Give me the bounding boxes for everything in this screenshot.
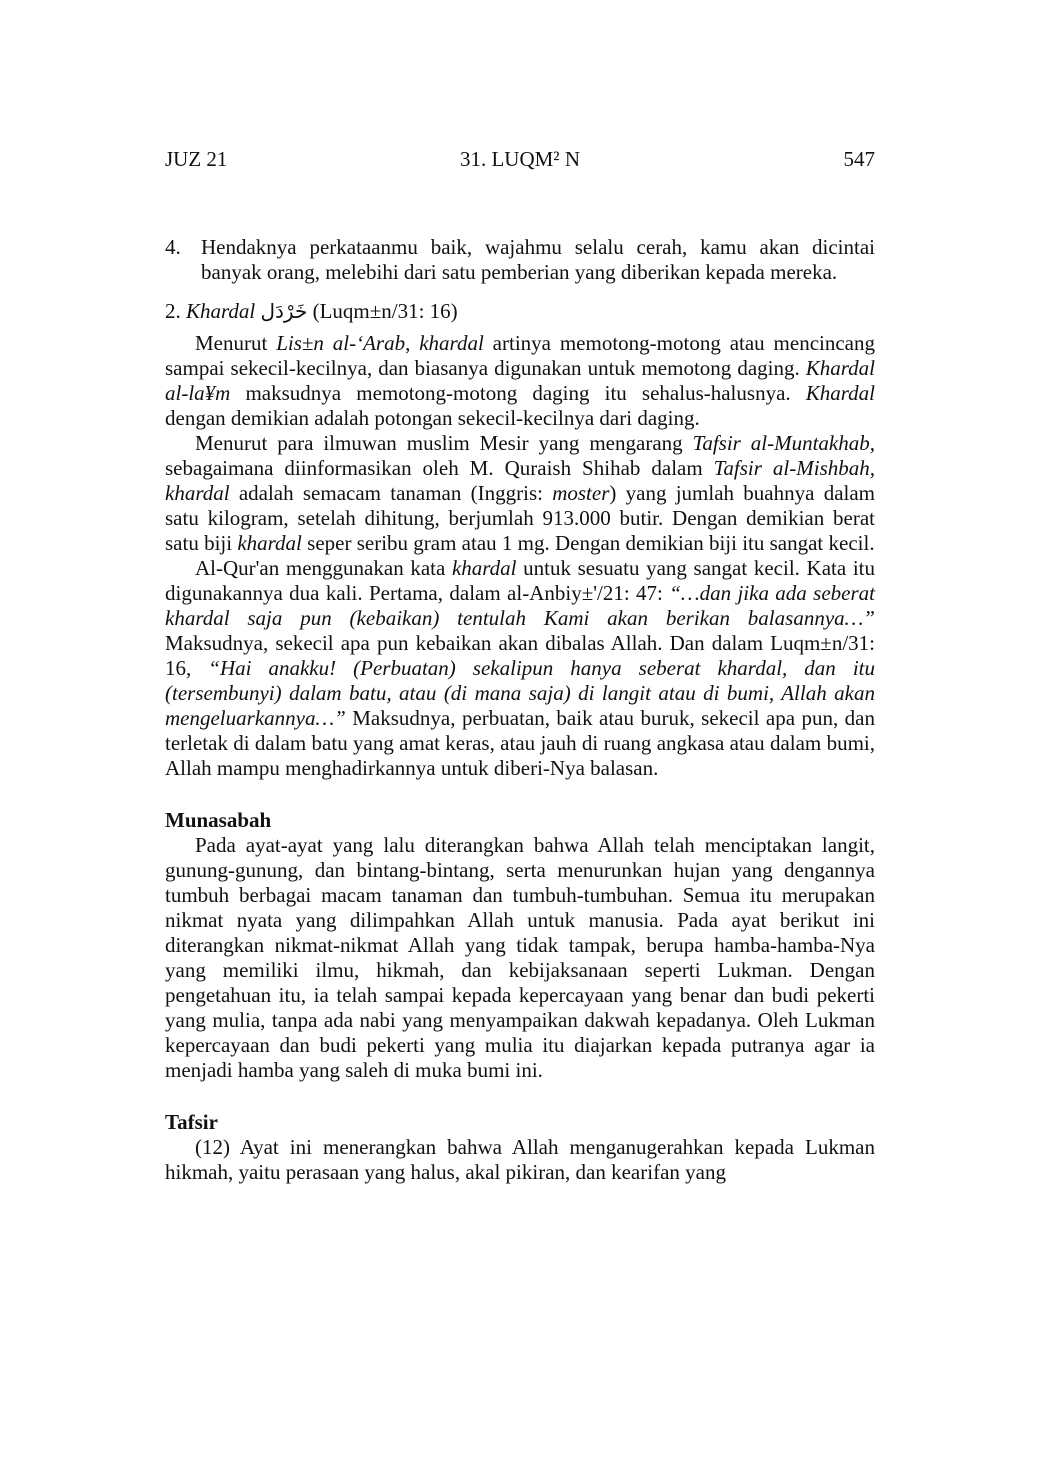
page-number: 547 <box>843 147 875 171</box>
juz-label: JUZ 21 <box>165 147 228 171</box>
running-header <box>165 147 875 173</box>
list-number: 4. <box>165 235 181 259</box>
list-item-4 <box>165 235 875 285</box>
term-heading <box>165 299 875 324</box>
paragraph-khardal-meaning: Menurut Lis±n al-‘Arab, khardal artinya memotong-motong atau mencincang sampai sekecil-kecilnya, dan biasanya digunakan untuk memotong daging. Khardal al-la¥m maksudnya memotong-motong daging itu sehalus-halusnya. Khardal dengan demikian adalah potongan sekecil-kecilnya dari daging. <box>165 331 875 430</box>
section-heading-munasabah: Munasabah <box>165 808 272 832</box>
list-text: Hendaknya perkataanmu baik, wajahmu selalu cerah, kamu akan dicintai banyak orang, melebihi dari satu pemberian yang diberikan kepada mereka. <box>201 235 875 284</box>
section-heading-tafsir: Tafsir <box>165 1110 218 1134</box>
page-body <box>165 235 875 1185</box>
term-reference: (Luqm±n/31: 16) <box>312 299 458 323</box>
chapter-title: 31. LUQM² N <box>459 147 581 171</box>
term-number: 2. <box>165 299 181 323</box>
paragraph-khardal-quran: Al-Qur'an menggunakan kata khardal untuk sesuatu yang sangat kecil. Kata itu digunakannya dua kali. Pertama, dalam al-Anbiy±'/21: 47: “…dan jika ada seberat khardal saja pun (kebaikan) tentulah Kami akan berikan balasannya…” Maksudnya, sekecil apa pun kebaikan akan dibalas Allah. Dan dalam Luqm±n/31: 16, “Hai anakku! (Perbuatan) sekalipun hanya seberat khardal, dan itu (tersembunyi) dalam batu, atau (di mana saja) di langit atau di bumi, Allah akan mengeluarkannya…” Maksudnya, perbuatan, baik atau buruk, sekecil apa pun, dan terletak di dalam batu yang amat keras, atau jauh di ruang angkasa atau dalam bumi, Allah mampu menghadirkannya untuk diberi-Nya balasan. <box>165 556 875 780</box>
paragraph-tafsir: (12) Ayat ini menerangkan bahwa Allah menganugerahkan kepada Lukman hikmah, yaitu perasaan yang halus, akal pikiran, dan kearifan yang <box>165 1135 875 1184</box>
paragraph-khardal-plant: Menurut para ilmuwan muslim Mesir yang mengarang Tafsir al-Muntakhab, sebagaimana diinformasikan oleh M. Quraish Shihab dalam Tafsir al-Mishbah, khardal adalah semacam tanaman (Inggris: moster) yang jumlah buahnya dalam satu kilogram, setelah dihitung, berjumlah 913.000 butir. Dengan demikian berat satu biji khardal seper seribu gram atau 1 mg. Dengan demikian biji itu sangat kecil. <box>165 431 876 555</box>
term-word: Khardal <box>186 299 256 323</box>
paragraph-munasabah: Pada ayat-ayat yang lalu diterangkan bahwa Allah telah menciptakan langit, gunung-gunung, dan bintang-bintang, serta menurunkan hujan yang dengannya tumbuh berbagai macam tanaman dan tumbuh-tumbuhan. Semua itu merupakan nikmat nyata yang dilimpahkan Allah untuk manusia. Pada ayat berikut ini diterangkan nikmat-nikmat Allah yang tidak tampak, berupa hamba-hamba-Nya yang memiliki ilmu, hikmah, dan kebijaksanaan seperti Lukman. Dengan pengetahuan itu, ia telah sampai kepada kepercayaan yang benar dan budi pekerti yang mulia, tanpa ada nabi yang menyampaikan dakwah kepadanya. Oleh Lukman kepercayaan dan budi pekerti yang mulia itu diajarkan kepada putranya agar ia menjadi hamba yang saleh di muka bumi ini. <box>165 833 875 1082</box>
term-arabic: خَرْدَل <box>260 299 308 323</box>
